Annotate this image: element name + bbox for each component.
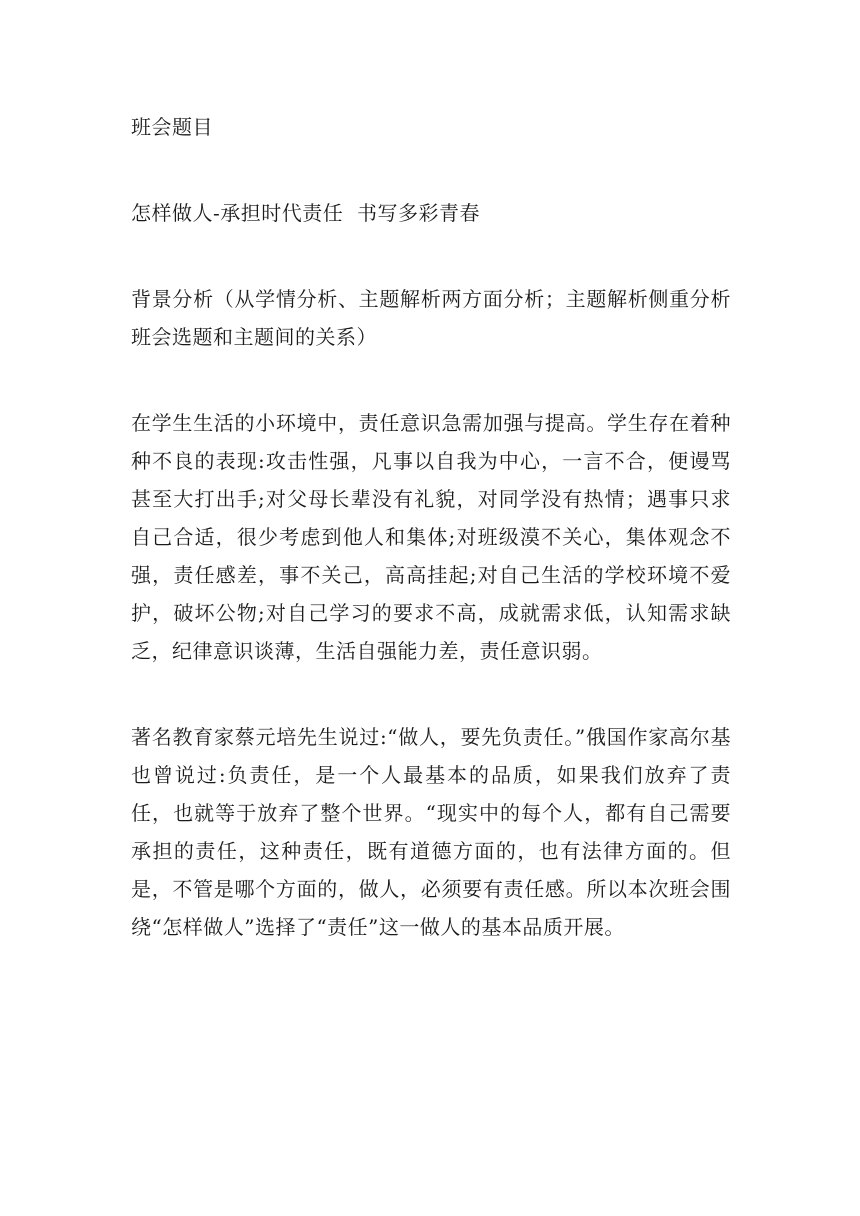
- section-title: 班会题目: [131, 115, 213, 139]
- document-page: [131, 108, 731, 994]
- paragraph-quotes: 著名教育家蔡元培先生说过:“做人，要先负责任。”俄国作家高尔基也曾说过:负责任，是一个人最基本的品质，如果我们放弃了责任，也就等于放弃了整个世界。“现实中的每个人，都有自己需要承担的责任，这种责任，既有道德方面的，也有法律方面的。但是，不管是哪个方面的，做人，必须要有责任感。所以本次班会围绕“怎样做人”选择了“责任”这一做人的基本品质开展。: [131, 725, 731, 939]
- paragraph-student-behavior: 在学生生活的小环境中，责任意识急需加强与提高。学生存在着种种不良的表现:攻击性强，凡事以自我为中心，一言不合，便谩骂甚至大打出手;对父母长辈没有礼貌，对同学没有热情；遇事只求自己合适，很少考虑到他人和集体;对班级漠不关心，集体观念不强，责任感差，事不关己，高高挂起;对自己生活的学校环境不爱护，破坏公物;对自己学习的要求不高，成就需求低，认知需求缺乏，纪律意识谈薄，生活自强能力差，责任意识弱。: [131, 411, 731, 663]
- background-heading: 背景分析（从学情分析、主题解析两方面分析；主题解析侧重分析班会选题和主题间的关系）: [131, 287, 731, 349]
- topic-title: 怎样做人-承担时代责任 书写多彩青春: [131, 201, 480, 225]
